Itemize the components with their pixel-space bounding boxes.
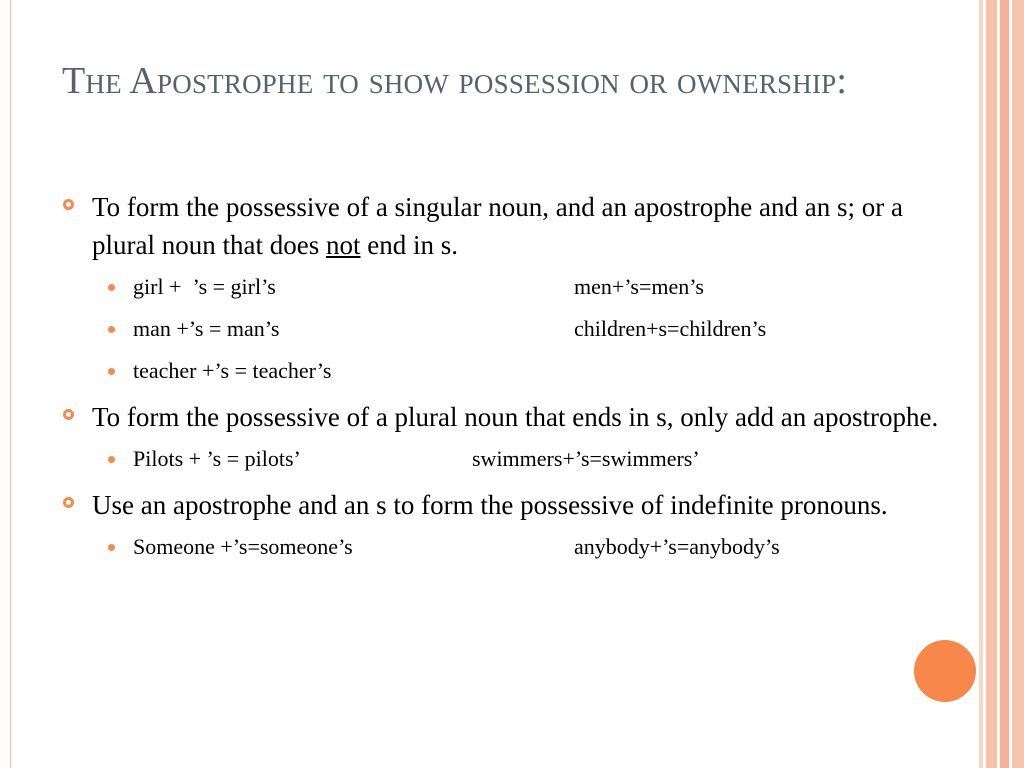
rule-text: To form the possessive of a plural noun that ends in s, only add an apostrophe. — [92, 402, 939, 432]
slide-content — [60, 188, 960, 574]
example-row — [60, 314, 960, 344]
ring-bullet-icon — [63, 409, 74, 420]
decorative-side-bands — [979, 0, 1024, 768]
example-row — [60, 532, 960, 562]
dot-bullet-icon — [108, 456, 115, 463]
dot-bullet-icon — [108, 284, 115, 291]
example-row — [60, 444, 960, 474]
rule-text-end: end in s. — [360, 230, 458, 260]
example-right: anybody+’s=anybody’s — [574, 534, 780, 559]
rule-text: Use an apostrophe and an s to form the possessive of indefinite pronouns. — [92, 490, 888, 520]
decorative-circle — [914, 640, 976, 702]
example-left: Someone +’s=someone’s — [133, 534, 353, 559]
example-row — [60, 272, 960, 302]
example-left: man +’s = man’s — [133, 316, 280, 341]
example-right: men+’s=men’s — [574, 274, 704, 299]
dot-bullet-icon — [108, 544, 115, 551]
rule-text: To form the possessive of a singular noun, and an apostrophe and an s; or a plural noun that does — [92, 192, 903, 260]
example-right: children+s=children’s — [574, 316, 767, 341]
rule-plural-s — [60, 398, 960, 436]
dot-bullet-icon — [108, 368, 115, 375]
example-left: teacher +’s = teacher’s — [133, 358, 332, 383]
rule-indefinite — [60, 486, 960, 524]
dot-bullet-icon — [108, 326, 115, 333]
ring-bullet-icon — [63, 199, 74, 210]
slide-title: The Apostrophe to show possession or ownership: — [62, 60, 848, 102]
emphasis-not: not — [325, 230, 361, 260]
example-left: Pilots + ’s = pilots’ — [133, 446, 301, 471]
example-right: swimmers+’s=swimmers’ — [472, 446, 700, 471]
example-left: girl + ’s = girl’s — [133, 274, 276, 299]
rule-singular — [60, 188, 960, 264]
example-row — [60, 356, 960, 386]
ring-bullet-icon — [63, 497, 74, 508]
